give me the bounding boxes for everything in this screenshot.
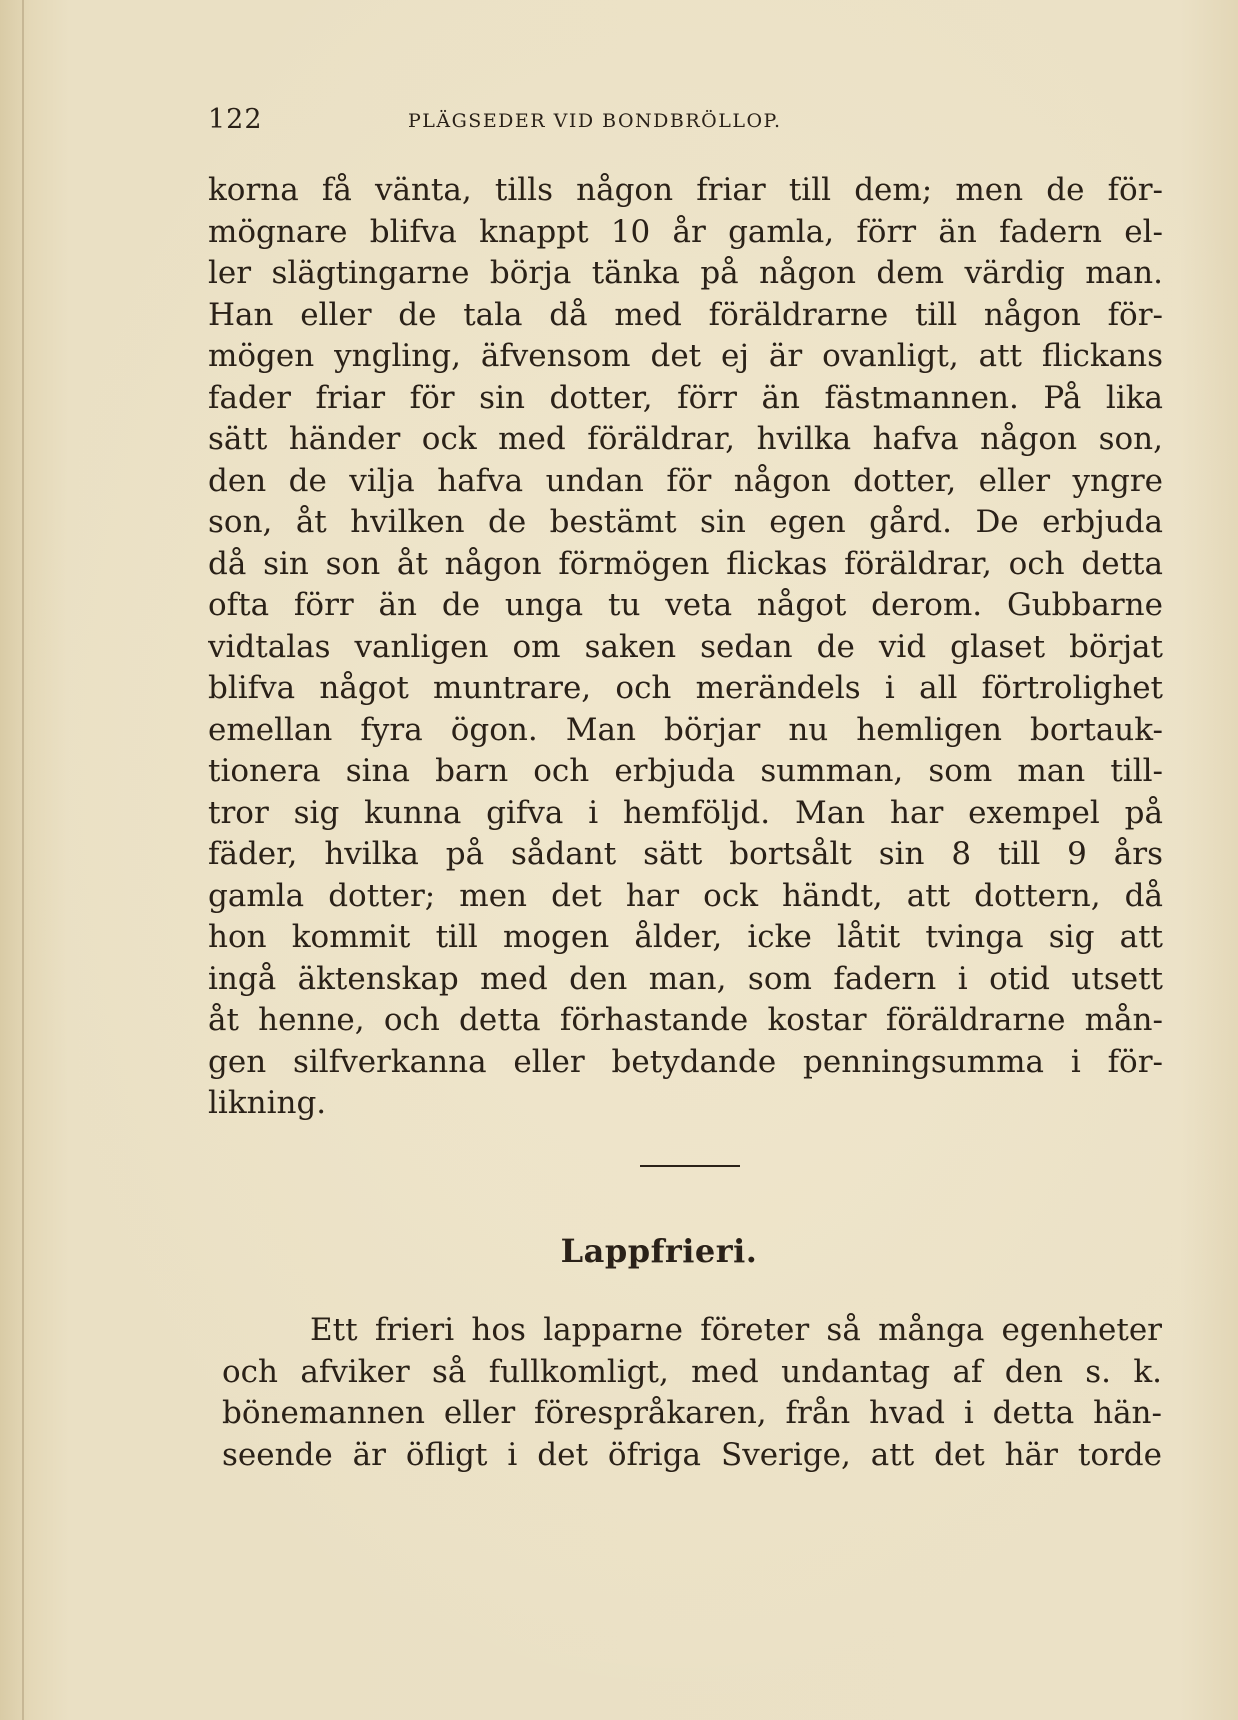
text-line: mögnare blifva knappt 10 år gamla, förr än fadern el- [208, 213, 1163, 250]
page-edge [22, 0, 24, 1720]
text-line: korna få vänta, tills någon friar till dem; men de för- [208, 172, 1163, 208]
text-line: sätt händer ock med föräldrar, hvilka hafva någon son, [208, 421, 1163, 457]
page-header [208, 104, 968, 140]
text-line: Han eller de tala då med föräldrarne till någon för- [208, 296, 1163, 333]
text-line: Ett frieri hos lapparne företer så många egenheter [310, 1312, 1162, 1348]
section-text [222, 1310, 1162, 1476]
text-line: bönemannen eller förespråkaren, från hvad i detta hän- [222, 1395, 1162, 1431]
text-line: ler slägtingarne börja tänka på någon dem värdig man. [208, 255, 1163, 291]
text-line: likning. [208, 1085, 327, 1121]
text-line: mögen yngling, äfvensom det ej är ovanligt, att flickans [208, 338, 1163, 374]
text-line: blifva något muntrare, och merändels i all förtrolighet [208, 670, 1163, 706]
running-head: PLÄGSEDER VID BONDBRÖLLOP. [408, 110, 782, 132]
section-divider [640, 1165, 740, 1167]
page-number: 122 [208, 104, 263, 135]
text-line: fäder, hvilka på sådant sätt bortsålt sin 8 till 9 års [208, 836, 1163, 872]
text-line: emellan fyra ögon. Man börjar nu hemligen bortauk- [208, 711, 1163, 748]
text-line: vidtalas vanligen om saken sedan de vid glaset börjat [208, 628, 1163, 665]
text-line: ofta förr än de unga tu veta något derom. Gubbarne [208, 587, 1163, 623]
text-line: och afviker så fullkomligt, med undantag af den s. k. [222, 1353, 1162, 1390]
text-line: gamla dotter; men det har ock händt, att dottern, då [208, 877, 1163, 914]
text-line: hon kommit till mogen ålder, icke låtit tvinga sig att [208, 919, 1163, 955]
text-line: åt henne, och detta förhastande kostar föräldrarne mån- [208, 1002, 1163, 1038]
text-line: son, åt hvilken de bestämt sin egen gård. De erbjuda [208, 504, 1163, 540]
text-line: fader friar för sin dotter, förr än fästmannen. På lika [208, 379, 1163, 416]
body-text [208, 170, 1163, 1125]
text-line: tror sig kunna gifva i hemföljd. Man har exempel på [208, 794, 1163, 831]
text-line: den de vilja hafva undan för någon dotter, eller yngre [208, 462, 1163, 499]
text-line: seende är öfligt i det öfriga Sverige, att det här torde [222, 1436, 1162, 1473]
text-line: då sin son åt någon förmögen flickas föräldrar, och detta [208, 545, 1163, 582]
text-line: ingå äktenskap med den man, som fadern i otid utsett [208, 960, 1163, 997]
text-line: tionera sina barn och erbjuda summan, som man till- [208, 753, 1163, 789]
section-title: Lappfrieri. [560, 1232, 758, 1270]
text-line: gen silfverkanna eller betydande penningsumma i för- [208, 1043, 1163, 1080]
